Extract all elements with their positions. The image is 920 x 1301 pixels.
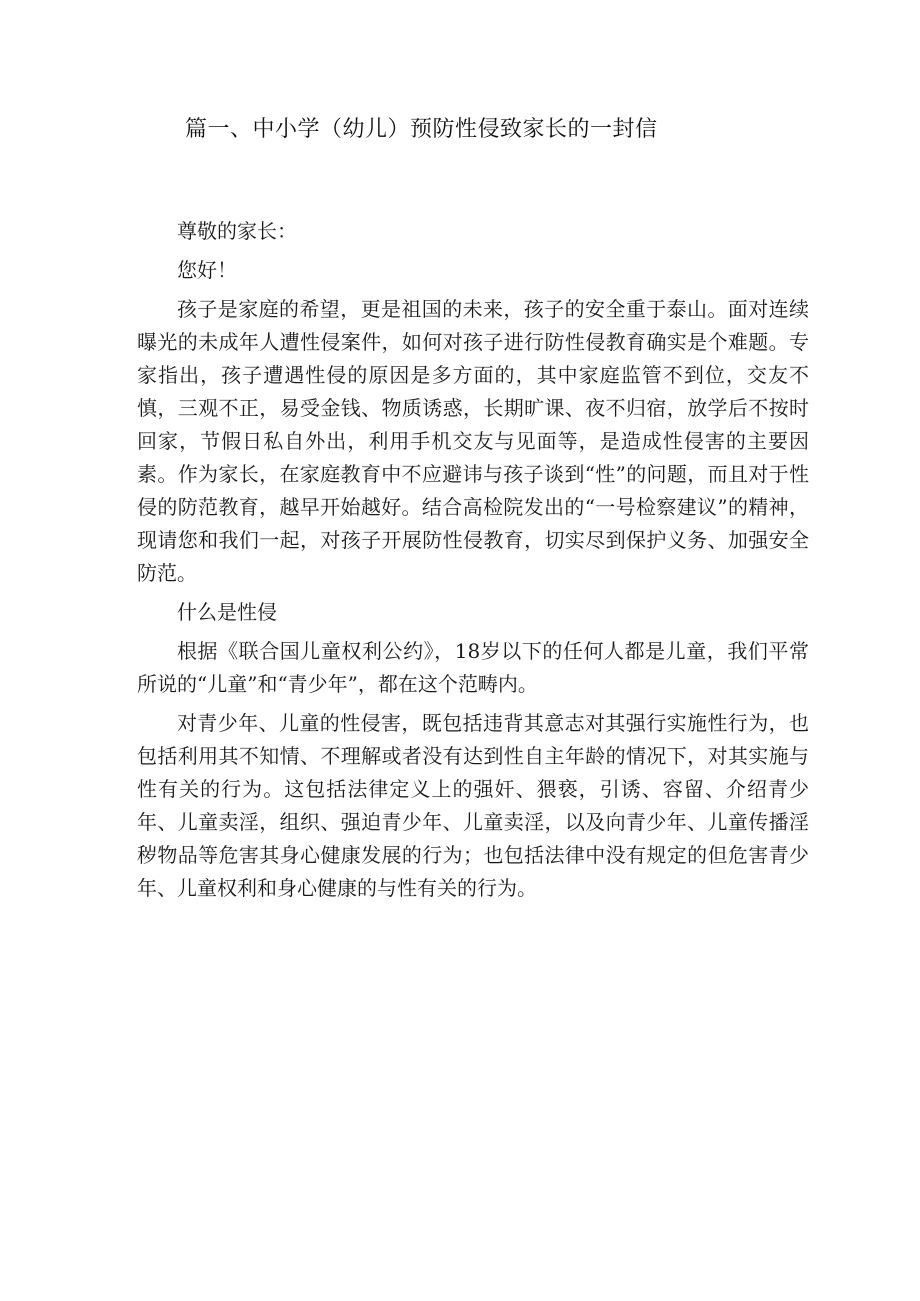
paragraph-intro: 孩子是家庭的希望，更是祖国的未来，孩子的安全重于泰山。面对连续曝光的未成年人遭性侵案件，如何对孩子进行防性侵教育确实是个难题。专家指出，孩子遭遇性侵的原因是多方面的，其中家庭监管不到位，交友不慎，三观不正，易受金钱、物质诱惑，长期旷课、夜不归宿，放学后不按时回家，节假日私自外出，利用手机交友与见面等，是造成性侵害的主要因素。作为家长，在家庭教育中不应避讳与孩子谈到“性”的问题，而且对于性侵的防范教育，越早开始越好。结合高检院发出的“一号检察建议”的精神，现请您和我们一起，对孩子开展防性侵教育，切实尽到保护义务、加强安全防范。 xyxy=(137,297,809,585)
greeting: 您好！ xyxy=(177,258,237,282)
salutation: 尊敬的家长： xyxy=(177,219,297,243)
paragraph-definition-child: 根据《联合国儿童权利公约》，18岁以下的任何人都是儿童，我们平常所说的“儿童”和“青少年”，都在这个范畴内。 xyxy=(137,639,809,696)
document-body xyxy=(137,215,809,911)
paragraph-definition-abuse: 对青少年、儿童的性侵害，既包括违背其意志对其强行实施性行为，也包括利用其不知情、不理解或者没有达到性自主年龄的情况下，对其实施与性有关的行为。这包括法律定义上的强奸、猥亵，引诱、容留、介绍青少年、儿童卖淫，组织、强迫青少年、儿童卖淫，以及向青少年、儿童传播淫秽物品等危害其身心健康发展的行为；也包括法律中没有规定的但危害青少年、儿童权利和身心健康的与性有关的行为。 xyxy=(137,711,809,900)
section-heading: 什么是性侵 xyxy=(177,600,277,624)
document-title: 篇一、中小学（幼儿）预防性侵致家长的一封信 xyxy=(185,117,658,142)
